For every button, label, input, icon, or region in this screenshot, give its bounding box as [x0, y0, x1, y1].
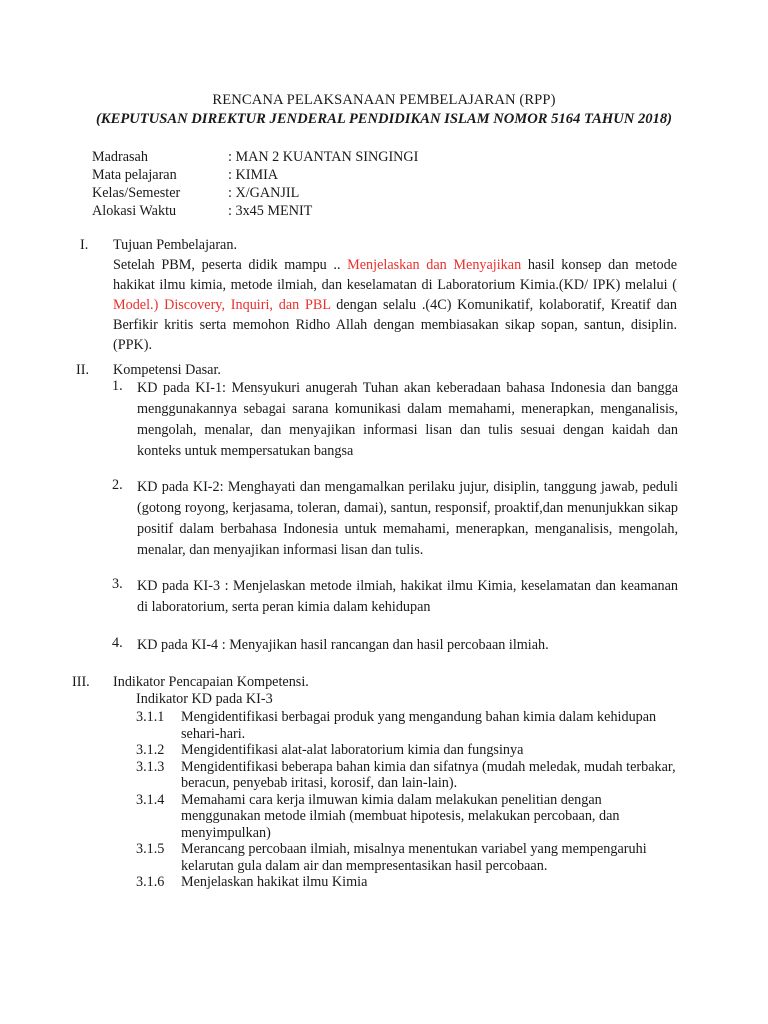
indicator-list — [136, 709, 676, 891]
list-number: 3.1.5 — [136, 841, 165, 857]
section-number: I. — [80, 237, 89, 253]
info-row — [92, 202, 418, 220]
info-label: Kelas/Semester — [92, 185, 181, 201]
info-table — [92, 148, 418, 220]
list-number: 4. — [112, 635, 123, 651]
list-text: Memahami cara kerja ilmuwan kimia dalam melakukan penelitian dengan menggunakan metode ilmiah (membuat hipotesis, melakukan percobaan, dan menyimpulkan) — [181, 791, 620, 841]
info-value: : X/GANJIL — [228, 185, 300, 201]
list-item — [136, 792, 676, 842]
section-number: III. — [72, 674, 90, 690]
info-value: : 3x45 MENIT — [228, 203, 313, 219]
list-item — [112, 576, 678, 618]
info-label: Alokasi Waktu — [92, 203, 177, 219]
list-text: Merancang percobaan ilmiah, misalnya menentukan variabel yang mempengaruhi kelarutan gula dalam air dan mempresentasikan hasil percobaan. — [181, 841, 647, 874]
section-number: II. — [76, 362, 89, 378]
highlighted-text: Menjelaskan dan Menyajikan — [347, 257, 522, 273]
list-item — [112, 477, 678, 561]
info-label: Mata pelajaran — [92, 167, 177, 183]
list-text: KD pada KI-3 : Menjelaskan metode ilmiah, hakikat ilmu Kimia, keselamatan dan keamanan di laboratorium, serta peran kimia dalam kehidupan — [137, 578, 678, 615]
list-item — [136, 742, 676, 759]
list-number: 1. — [112, 378, 123, 394]
info-label: Madrasah — [92, 149, 148, 165]
list-text: Menjelaskan hakikat ilmu Kimia — [181, 874, 368, 890]
section-heading: Tujuan Pembelajaran. — [113, 237, 237, 253]
section-subheading: Indikator KD pada KI-3 — [136, 691, 273, 707]
list-number: 3. — [112, 576, 123, 592]
document-title: RENCANA PELAKSANAAN PEMBELAJARAN (RPP) — [212, 92, 556, 108]
info-row — [92, 184, 418, 202]
list-number: 3.1.1 — [136, 709, 165, 725]
paragraph-text: dengan selalu .(4C) Komunikatif, kolaboratif, Kreatif dan Berfikir kritis serta memohon Ridho Allah dengan membiasakan sikap sopan, santun, disiplin. (PPK). — [113, 297, 677, 353]
list-item — [136, 874, 676, 891]
list-text: KD pada KI-4 : Menyajikan hasil rancangan dan hasil percobaan ilmiah. — [137, 637, 549, 653]
list-number: 3.1.2 — [136, 742, 165, 758]
info-row — [92, 148, 418, 166]
section-heading: Indikator Pencapaian Kompetensi. — [113, 674, 309, 690]
list-text: Mengidentifikasi berbagai produk yang mengandung bahan kimia dalam kehidupan sehari-hari. — [181, 709, 657, 742]
info-value: : MAN 2 KUANTAN SINGINGI — [228, 149, 419, 165]
list-item — [112, 635, 678, 656]
section-paragraph — [113, 255, 677, 355]
highlighted-text: Model.) Discovery, Inquiri, dan PBL — [113, 297, 331, 313]
info-value: : KIMIA — [228, 167, 279, 183]
list-item — [112, 378, 678, 462]
list-number: 3.1.6 — [136, 874, 165, 890]
list-text: KD pada KI-2: Menghayati dan mengamalkan perilaku jujur, disiplin, tanggung jawab, peduli (gotong royong, kerjasama, toleran, damai), santun, responsif, proaktif,dan menunjukkan sikap positif dalam berbahasa Indonesia untuk memahami, menerapkan, menganalisis, mengolah, menalar, dan menyajikan informasi lisan dan tulis. — [137, 479, 678, 558]
paragraph-text: Setelah PBM, peserta didik mampu .. — [113, 257, 348, 273]
list-number: 3.1.4 — [136, 791, 165, 808]
info-row — [92, 166, 418, 184]
list-item — [136, 759, 676, 792]
list-text: KD pada KI-1: Mensyukuri anugerah Tuhan akan keberadaan bahasa Indonesia dan bangga menggunakannya sebagai sarana komunikasi dalam memahami, menerapkan, menganalisis, mengolah, menalar, dan menyajikan informasi lisan dan tulis sesuai dengan kaidah dan konteks untuk mempersatukan bangsa — [137, 380, 678, 459]
section-heading: Kompetensi Dasar. — [113, 362, 221, 378]
list-number: 2. — [112, 477, 123, 493]
paragraph-text: hasil konsep dan metode hakikat ilmu kimia, metode ilmiah, dan keselamatan di Laboratorium Kimia.(KD/ IPK) melalui ( — [113, 257, 677, 293]
list-item — [136, 841, 676, 874]
list-item — [136, 709, 676, 742]
list-text: Mengidentifikasi alat-alat laboratorium kimia dan fungsinya — [181, 742, 524, 758]
list-text: Mengidentifikasi beberapa bahan kimia dan sifatnya (mudah meledak, mudah terbakar, beracun, penyebab iritasi, korosif, dan lain-lain). — [181, 758, 676, 791]
list-number: 3.1.3 — [136, 758, 165, 775]
document-subtitle: (KEPUTUSAN DIREKTUR JENDERAL PENDIDIKAN ISLAM NOMOR 5164 TAHUN 2018) — [96, 111, 672, 127]
